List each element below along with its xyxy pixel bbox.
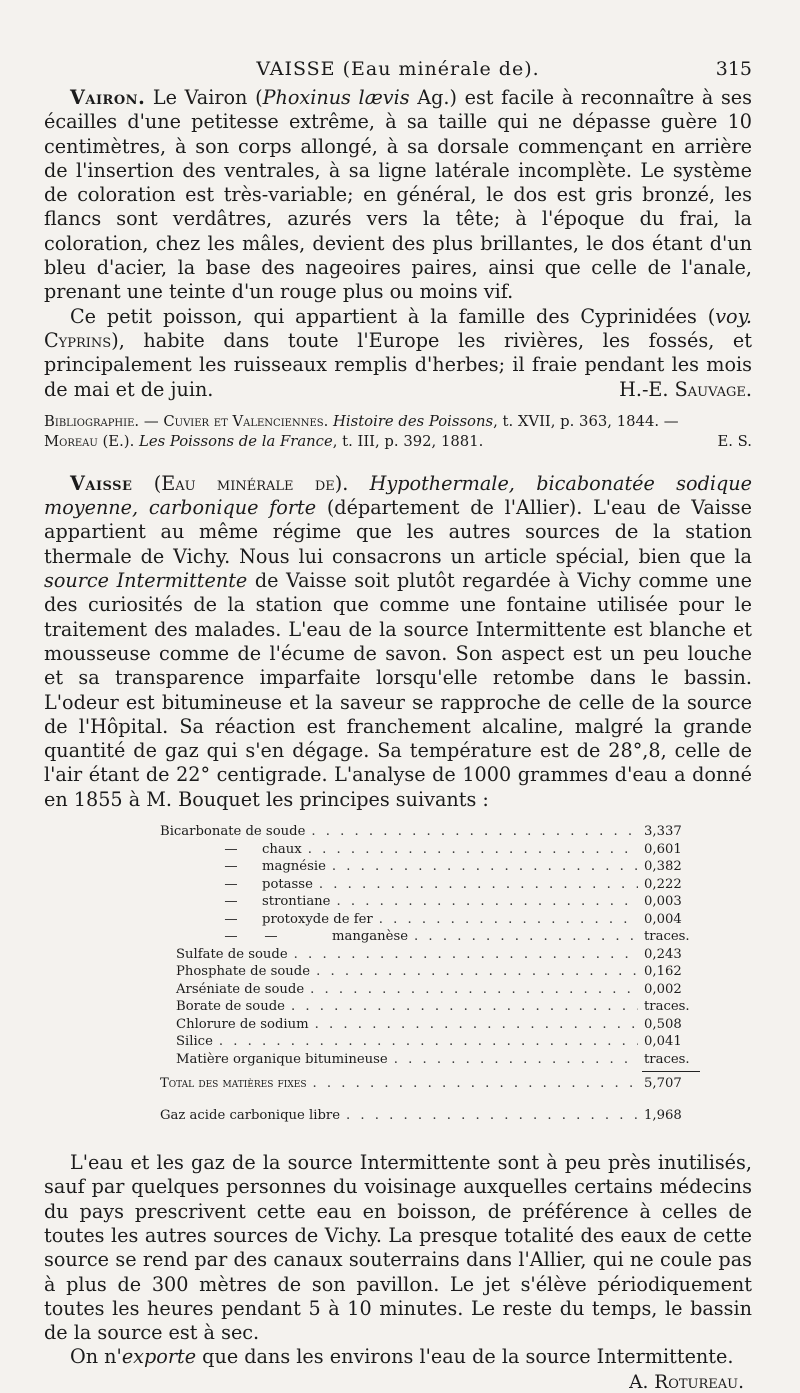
vaisse-text-b: de Vaisse soit plutôt regardée à Vichy comme une des curiosités de la station que comme une fontaine utilisée pour le traitement des malades. L'eau de la source Intermittente est blanche et mousseuse comme de l'écume de savon. Son aspect est un peu louche et sa transparence imparfaite lorsqu'elle retombe dans le bassin. L'odeur est bitumineuse et la saveur se rapproche de celle de la source de l'Hôpital. Sa réaction est franchement alcaline, malgré la grande quantité de gaz qui s'en dégage. Sa température est de 28°,8, celle de l'air étant de 22° centigrade. L'analyse de 1000 grammes d'eau a donné en 1855 à M. Bouquet les principes suivants :	[44, 569, 753, 811]
source-intermittente: source Intermittente	[44, 569, 248, 593]
row-value: 0,162	[644, 964, 682, 980]
row-label: Arséniate de soude	[176, 981, 305, 997]
total-label: Total des matières fixes	[160, 1076, 307, 1092]
row-value: 0,002	[644, 981, 682, 997]
gas-value: 1,968	[644, 1107, 682, 1123]
vairon-text-a: Le Vairon (	[145, 86, 263, 109]
vairon-paragraph-1	[44, 86, 752, 305]
leader-dots	[336, 894, 638, 909]
analysis-row	[160, 894, 700, 912]
closing-p2-a: On n'	[70, 1345, 122, 1369]
biblio-authors-2: Moreau (E.).	[44, 432, 139, 450]
entry-vaisse	[44, 472, 752, 1393]
ditto-dash: —	[224, 876, 238, 892]
row-value: 0,601	[644, 841, 682, 857]
leader-dots	[394, 1052, 638, 1067]
analysis-row	[160, 842, 700, 860]
vaisse-headword: Vaisse	[70, 471, 133, 495]
page-number: 315	[715, 58, 752, 80]
row-label-wrap	[160, 929, 408, 944]
row-label: manganèse	[332, 929, 409, 945]
row-label: magnésie	[262, 859, 326, 875]
leader-dots	[308, 842, 638, 857]
leader-dots	[313, 1076, 639, 1091]
closing-paragraph-2	[44, 1345, 752, 1369]
ditto-dash: —	[224, 841, 238, 857]
sum-rule	[642, 1071, 700, 1072]
biblio-authors-1: — Cuvier et Valenciennes.	[139, 412, 333, 430]
analysis-row	[160, 1017, 700, 1035]
leader-dots	[346, 1108, 638, 1123]
biblio-label: Bibliographie.	[44, 412, 140, 430]
row-label: Chlorure de sodium	[176, 1016, 309, 1032]
analysis-row	[160, 999, 700, 1017]
analysis-table	[160, 824, 700, 1125]
biblio-ref-2: , t. III, p. 392, 1881.	[332, 432, 484, 450]
bibliography	[44, 412, 752, 452]
vaisse-subtitle: Hypothermale, bicabonatée sodique moyenne, carbonique forte	[44, 471, 752, 520]
biblio-title-2: Les Poissons de la France	[139, 432, 333, 450]
row-value: 0,222	[644, 876, 682, 892]
leader-dots	[414, 929, 638, 944]
ditto-dash: —	[264, 929, 278, 945]
biblio-entry-2	[44, 432, 483, 452]
row-label: strontiane	[262, 894, 331, 910]
voy-abbrev: voy.	[715, 304, 752, 328]
leader-dots	[310, 982, 638, 997]
row-label: protoxyde de fer	[262, 911, 373, 927]
vairon-text-b: Ag.) est facile à reconnaître à ses écailles d'une petitesse extrême, à sa taille qui ne dépasse guère 10 centimètres, à son corps allongé, à sa dorsale commençant en arrière de l'insertion des ventrales, à sa ligne latérale incomplète. Le système de coloration est très-variable; en général, le dos est gris bronzé, les flancs sont verdâtres, azurés vers la tête; à l'époque du frai, la coloration, chez les mâles, devient des plus brillantes, le dos étant d'un bleu d'acier, la base des nageoires paires, ainsi que celle de l'anale, prenant une teinte d'un rouge plus ou moins vif.	[44, 86, 752, 304]
vairon-p2-b: ), habite dans toute l'Europe les rivières, les fossés, et principalement les ruisseaux remplis d'herbes; il fraie pendant les mois de mai et de juin.	[44, 328, 752, 401]
analysis-row	[160, 929, 700, 947]
row-label-wrap	[160, 842, 302, 857]
row-value: 0,382	[644, 859, 682, 875]
leader-dots	[315, 1017, 638, 1032]
leader-dots	[294, 947, 638, 962]
analysis-row	[160, 964, 700, 982]
ditto-dash: —	[224, 859, 238, 875]
row-value: 0,041	[644, 1034, 682, 1050]
total-value: 5,707	[644, 1076, 682, 1092]
row-value: traces.	[644, 1051, 690, 1067]
leader-dots	[319, 877, 638, 892]
row-value: 0,004	[644, 911, 682, 927]
row-value: 0,003	[644, 894, 682, 910]
biblio-ref-1: , t. XVII, p. 363, 1844. —	[493, 412, 679, 430]
row-label: Sulfate de soude	[176, 946, 288, 962]
row-label-wrap	[160, 859, 326, 874]
biblio-title-1: Histoire des Poissons	[333, 412, 494, 430]
vairon-p2-a: Ce petit poisson, qui appartient à la famille des Cyprinidées (	[70, 304, 716, 328]
vairon-headword: Vairon.	[70, 86, 146, 109]
cross-ref-cyprins: Cyprins	[44, 328, 112, 352]
leader-dots	[379, 912, 638, 927]
exporte-word: exporte	[121, 1345, 197, 1369]
leader-dots	[291, 999, 638, 1014]
spacer	[44, 1125, 752, 1151]
ditto-dash: —	[224, 911, 238, 927]
analysis-row	[160, 859, 700, 877]
analysis-row	[160, 947, 700, 965]
closing-p2-b: que dans les environs l'eau de la source Intermittente.	[196, 1345, 734, 1369]
row-value: traces.	[644, 999, 690, 1015]
biblio-line-2	[44, 432, 752, 452]
analysis-row	[160, 912, 700, 930]
row-label: Matière organique bitumineuse	[176, 1051, 388, 1067]
row-value: 3,337	[644, 824, 682, 840]
analysis-row	[160, 1052, 700, 1070]
row-label: chaux	[262, 841, 302, 857]
entry-vairon	[44, 86, 752, 452]
analysis-row	[160, 982, 700, 1000]
row-value: 0,508	[644, 1016, 682, 1032]
spacer	[44, 452, 752, 472]
row-label-wrap	[160, 894, 330, 909]
biblio-initials: E. S.	[717, 432, 752, 450]
leader-dots	[219, 1034, 638, 1049]
biblio-line-1	[44, 412, 752, 432]
gas-row	[160, 1108, 700, 1126]
leader-dots	[311, 824, 638, 839]
vaisse-headword-paren: (Eau minérale de).	[132, 471, 349, 495]
total-row	[160, 1076, 700, 1094]
ditto-dash: —	[224, 894, 238, 910]
vaisse-text-a: (département de l'Allier). L'eau de Vaisse appartient au même régime que les autres sources de la station thermale de Vichy. Nous lui consacrons un article spécial, bien que la	[44, 496, 753, 568]
row-label-wrap	[160, 912, 373, 927]
running-title: VAISSE (Eau minérale de).	[256, 58, 540, 80]
row-label: Bicarbonate de soude	[160, 824, 306, 840]
analysis-row	[160, 877, 700, 895]
row-value: 0,243	[644, 946, 682, 962]
leader-dots	[316, 964, 638, 979]
leader-dots	[332, 859, 638, 874]
gas-label: Gaz acide carbonique libre	[160, 1107, 341, 1123]
row-label: Borate de soude	[176, 999, 285, 1015]
vairon-author: H.-E. Sauvage.	[619, 377, 752, 401]
row-label: Phosphate de soude	[176, 964, 311, 980]
row-label: potasse	[262, 876, 313, 892]
closing-paragraph-1: L'eau et les gaz de la source Intermittente sont à peu près inutilisés, sauf par quelques personnes du voisinage auxquelles certains médecins du pays prescrivent cette eau en boisson, de préférence à celles de toutes les autres sources de Vichy. La presque totalité des eaux de cette source se rend par des canaux souterrains dans l'Allier, qui ne coule pas à plus de 300 mètres de son pavillon. Le jet s'élève périodiquement toutes les heures pendant 5 à 10 minutes. Le reste du temps, le bassin de la source est à sec.	[44, 1151, 752, 1345]
row-label: Silice	[176, 1034, 213, 1050]
row-value: traces.	[644, 929, 690, 945]
analysis-row	[160, 1034, 700, 1052]
latin-name: Phoxinus lævis	[262, 86, 410, 109]
row-label-wrap	[160, 877, 313, 892]
vaisse-paragraph-1	[44, 472, 752, 812]
vairon-paragraph-2	[44, 305, 752, 402]
ditto-dash: —	[224, 929, 238, 945]
analysis-row	[160, 824, 700, 842]
vaisse-author: A. Rotureau.	[629, 1371, 744, 1393]
running-head	[44, 52, 752, 86]
